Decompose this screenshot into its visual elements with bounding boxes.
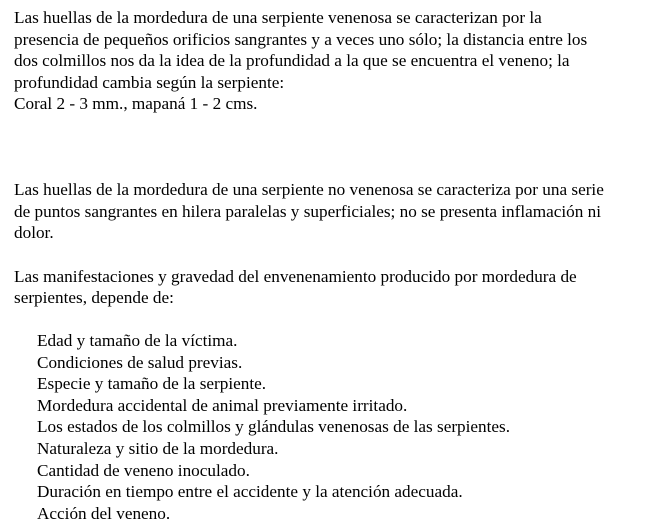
- paragraph-venomous-bite: [14, 7, 659, 115]
- list-item: Mordedura accidental de animal previamente irritado.: [37, 395, 408, 415]
- text-line: dolor.: [14, 223, 54, 243]
- text-line: Las manifestaciones y gravedad del envenenamiento producido por mordedura de: [14, 266, 577, 286]
- document-body: [14, 7, 659, 524]
- text-line: Las huellas de la mordedura de una serpiente venenosa se caracterizan por la: [14, 8, 542, 27]
- text-line: profundidad cambia según la serpiente:: [14, 72, 285, 92]
- text-line: Las huellas de la mordedura de una serpiente no venenosa se caracteriza por una serie: [14, 179, 604, 199]
- text-line: serpientes, depende de:: [14, 288, 174, 308]
- list-item: Condiciones de salud previas.: [37, 352, 243, 372]
- list-item: Cantidad de veneno inoculado.: [37, 460, 250, 480]
- list-item: Naturaleza y sitio de la mordedura.: [37, 438, 279, 458]
- list-item: Acción del veneno.: [37, 503, 171, 523]
- list-item: Duración en tiempo entre el accidente y la atención adecuada.: [37, 482, 463, 502]
- text-line: dos colmillos nos da la idea de la profundidad a la que se encuentra el veneno; la: [14, 51, 570, 71]
- list-item: Edad y tamaño de la víctima.: [37, 330, 238, 350]
- text-line: presencia de pequeños orificios sangrantes y a veces uno sólo; la distancia entre los: [14, 29, 588, 49]
- text-line: Coral 2 - 3 mm., mapaná 1 - 2 cms.: [14, 94, 258, 114]
- paragraph-severity-intro: [14, 266, 659, 309]
- paragraph-nonvenomous-bite: [14, 179, 659, 244]
- severity-factors-list: [14, 330, 659, 524]
- list-item: Especie y tamaño de la serpiente.: [37, 374, 267, 394]
- list-item: Los estados de los colmillos y glándulas venenosas de las serpientes.: [37, 417, 511, 437]
- text-line: de puntos sangrantes en hilera paralelas y superficiales; no se presenta inflamación ni: [14, 201, 602, 221]
